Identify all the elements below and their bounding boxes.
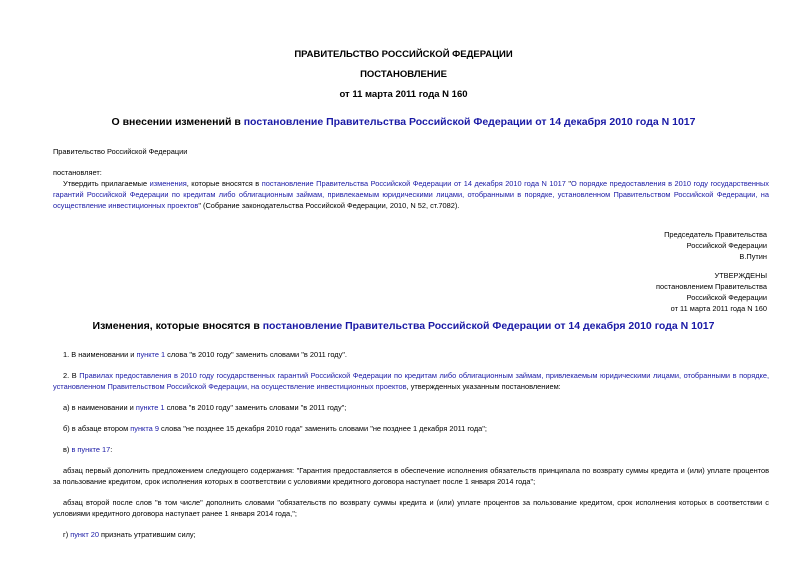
item-v — [53, 444, 769, 455]
item-2-text-2: , утвержденных указанным постановлением: — [406, 382, 561, 391]
signature-line-2: Российской Федерации — [686, 241, 767, 250]
item-v-text-2: : — [110, 445, 113, 454]
approve-link-order[interactable]: О порядке предоставления в 2010 году государственных гарантий Российской Федерации по кредитам либо облигационным займам, привлекаемым юридическими лицами, отобранными в порядке, установленном Правительством Российской Федерации, на осуществление инвестиционных проектов — [53, 179, 770, 210]
item-2-text-1: 2. В — [63, 371, 80, 380]
item-2-link[interactable]: Правилах предоставления в 2010 году государственных гарантий Российской Федерации по кредитам либо облигационным займам, привлекаемым юридическими лицами, отобранными в порядке, установленном Правительством Российской Федерации, на осуществление инвестиционных проектов — [53, 371, 770, 391]
approve-link-changes[interactable]: изменения — [149, 179, 187, 188]
header-government: ПРАВИТЕЛЬСТВО РОССИЙСКОЙ ФЕДЕРАЦИИ — [294, 49, 513, 60]
title-prefix: О внесении изменений в — [111, 116, 244, 128]
title-link[interactable]: постановление Правительства Российской Федерации от 14 декабря 2010 года N 1017 — [243, 116, 696, 128]
signature-block — [664, 229, 767, 262]
header-date: от 11 марта 2011 года N 160 — [339, 89, 468, 100]
approve-text-1: Утвердить прилагаемые — [63, 179, 150, 188]
changes-title — [0, 320, 807, 332]
item-v-text-1: в) — [63, 445, 72, 454]
approved-line-3: Российской Федерации — [686, 293, 767, 302]
item-b-text-1: б) в абзаце втором — [63, 424, 131, 433]
item-2 — [53, 370, 769, 392]
approve-link-decree[interactable]: постановление Правительства Российской Федерации от 14 декабря 2010 года N 1017 — [261, 179, 566, 188]
item-1-link[interactable]: пункте 1 — [136, 350, 166, 359]
approve-text-4: " (Собрание законодательства Российской Федерации, 2010, N 52, ст.7082). — [198, 201, 460, 210]
item-b-text-2: слова "не позднее 15 декабря 2010 года" заменить словами "не позднее 1 декабря 2011 года"; — [158, 424, 487, 433]
item-1-text-1: 1. В наименовании и — [63, 350, 137, 359]
item-a — [53, 402, 769, 413]
document-title — [0, 116, 807, 128]
item-v-link[interactable]: в пункте 17 — [71, 445, 111, 454]
approved-line-2: постановлением Правительства — [656, 282, 767, 291]
item-1 — [53, 349, 769, 360]
signature-line-3: В.Путин — [739, 252, 767, 261]
approved-block — [656, 270, 767, 314]
changes-title-prefix: Изменения, которые вносятся в — [92, 320, 263, 332]
approve-text-2: , которые вносятся в — [186, 179, 262, 188]
item-g-text-1: г) — [63, 530, 71, 539]
item-b-link[interactable]: пункта 9 — [130, 424, 159, 433]
intro-government: Правительство Российской Федерации — [53, 147, 188, 156]
approved-line-4: от 11 марта 2011 года N 160 — [670, 304, 767, 313]
item-g-link[interactable]: пункт 20 — [70, 530, 99, 539]
signature-line-1: Председатель Правительства — [664, 230, 767, 239]
item-a-text-1: а) в наименовании и — [63, 403, 136, 412]
item-a-text-2: слова "в 2010 году" заменить словами "в 2011 году"; — [164, 403, 347, 412]
header-doc-type: ПОСТАНОВЛЕНИЕ — [360, 69, 447, 80]
changes-title-link[interactable]: постановление Правительства Российской Федерации от 14 декабря 2010 года N 1017 — [262, 320, 715, 332]
intro-decides: постановляет: — [53, 168, 102, 177]
approve-paragraph — [53, 178, 769, 211]
item-v-paragraph-1: абзац первый дополнить предложением следующего содержания: "Гарантия предоставляется в обеспечение исполнения обязательств принципала по возврату суммы кредита и (или) уплате процентов за пользование кредитом, срок исполнения которых в соответствии с условиями кредитного договора наступает после 1 января 2014 года"; — [53, 466, 769, 486]
item-v-paragraph-2: абзац второй после слов "в том числе" дополнить словами "обязательств по возврату суммы кредита и (или) уплате процентов за пользование кредитом, срок исполнения которых в соответствии с условиями кредитного договора наступает ранее 1 января 2014 года,"; — [53, 498, 769, 518]
approve-text-3: " — [565, 179, 571, 188]
item-1-text-2: слова "в 2010 году" заменить словами "в 2011 году". — [165, 350, 347, 359]
item-g — [53, 529, 769, 540]
item-a-link[interactable]: пункте 1 — [135, 403, 165, 412]
item-g-text-2: признать утратившим силу; — [98, 530, 196, 539]
item-b — [53, 423, 769, 434]
approved-line-1: УТВЕРЖДЕНЫ — [714, 271, 767, 280]
